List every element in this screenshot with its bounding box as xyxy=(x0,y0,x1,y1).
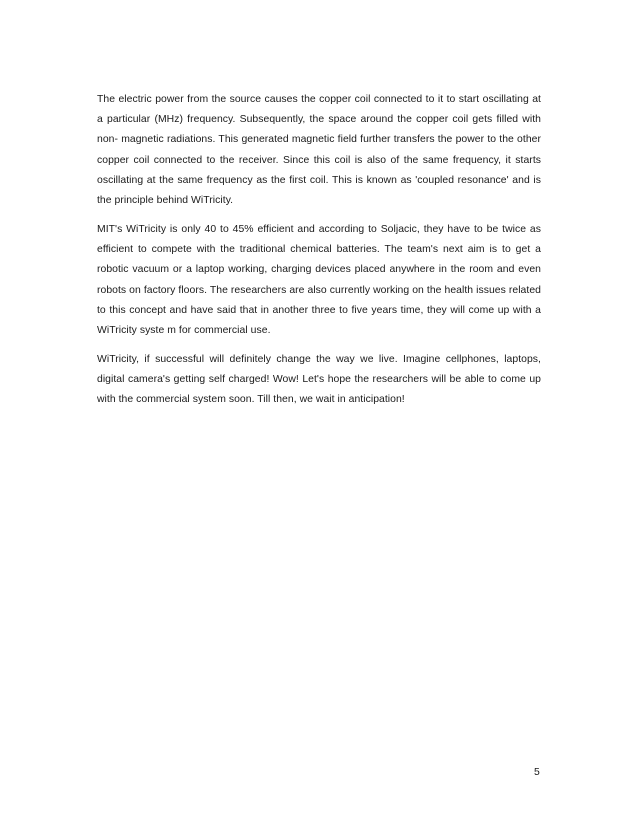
paragraph-conclusion: WiTricity, if successful will definitely change the way we live. Imagine cellphones, laptops, digital camera's getting self charged! Wow! Let's hope the researchers will be able to come up with the commercial system soon. Till then, we wait in anticipation! xyxy=(97,354,541,406)
page-number: 5 xyxy=(534,767,540,778)
paragraph-mit-efficiency: MIT's WiTricity is only 40 to 45% efficient and according to Soljacic, they have to be twice as efficient to compete with the traditional chemical batteries. The team's next aim is to get a robotic vacuum or a laptop working, charging devices placed anywhere in the room and even robots on factory floors. The researchers are also currently working on the health issues related to this concept and have said that in another three to five years time, they will come up with a WiTricity syste m for commercial use. xyxy=(97,224,541,337)
paragraph-wireless-power-principle: The electric power from the source causes the copper coil connected to it to start oscillating at a particular (MHz) frequency. Subsequently, the space around the copper coil gets filled with non- magnetic radiations. This generated magnetic field further transfers the power to the other copper coil connected to the receiver. Since this coil is also of the same frequency, it starts oscillating at the same frequency as the first coil. This is known as 'coupled resonance' and is the principle behind WiTricity. xyxy=(97,94,541,207)
